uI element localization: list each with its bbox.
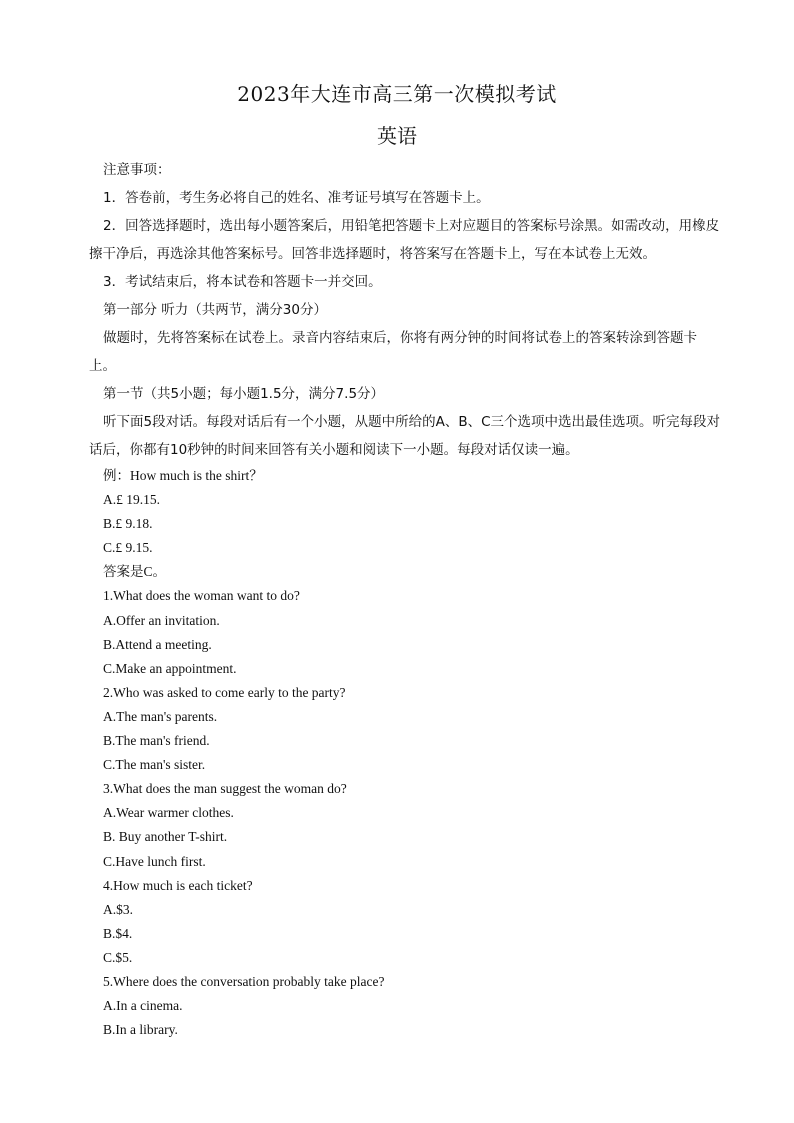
question-1-option-b: B.Attend a meeting. bbox=[103, 636, 212, 652]
question-2-option-c: C.The man's sister. bbox=[103, 757, 206, 773]
question-4: 4.How much is each ticket? bbox=[103, 877, 253, 893]
exam-title: 2023年大连市高三第一次模拟考试 bbox=[237, 82, 557, 106]
question-2-option-a: A.The man's parents. bbox=[103, 708, 218, 724]
question-5: 5.Where does the conversation probably take place? bbox=[103, 973, 385, 989]
question-4-option-c: C.$5. bbox=[103, 949, 133, 965]
notice-item-2: 2．回答选择题时，选出每小题答案后，用铅笔把答题卡上对应题目的答案标号涂黑。如需改动，用橡皮擦干净后，再选涂其他答案标号。回答非选择题时，将答案写在答题卡上，写在本试卷上无效。 bbox=[89, 218, 720, 262]
question-2: 2.Who was asked to come early to the party? bbox=[103, 684, 346, 700]
exam-body bbox=[89, 156, 721, 1042]
example-option-c: C.£ 9.15. bbox=[103, 540, 153, 556]
question-4-option-a: A.$3. bbox=[103, 901, 133, 917]
question-1-option-a: A.Offer an invitation. bbox=[103, 612, 220, 628]
notice-heading: 注意事项： bbox=[103, 162, 171, 178]
example-option-b: B.£ 9.18. bbox=[103, 516, 153, 532]
part1-instruction: 做题时，先将答案标在试卷上。录音内容结束后，你将有两分钟的时间将试卷上的答案转涂到答题卡上。 bbox=[89, 330, 697, 374]
question-3-option-b: B. Buy another T-shirt. bbox=[103, 829, 228, 845]
notice-item-1: 1．答卷前，考生务必将自己的姓名、准考证号填写在答题卡上。 bbox=[103, 190, 490, 206]
section1-instruction: 听下面5段对话。每段对话后有一个小题，从题中所给的A、B、C三个选项中选出最佳选项。听完每段对话后，你都有10秒钟的时间来回答有关小题和阅读下一小题。每段对话仅读一遍。 bbox=[89, 414, 721, 458]
question-5-option-a: A.In a cinema. bbox=[103, 998, 183, 1014]
question-2-option-b: B.The man's friend. bbox=[103, 733, 210, 749]
example-question: 例：How much is the shirt？ bbox=[103, 468, 263, 483]
question-3-option-c: C.Have lunch first. bbox=[103, 853, 206, 869]
question-4-option-b: B.$4. bbox=[103, 925, 133, 941]
question-3: 3.What does the man suggest the woman do? bbox=[103, 781, 347, 797]
question-3-option-a: A.Wear warmer clothes. bbox=[103, 805, 234, 821]
question-1: 1.What does the woman want to do? bbox=[103, 588, 300, 604]
notice-item-3: 3．考试结束后，将本试卷和答题卡一并交回。 bbox=[103, 274, 382, 290]
subject-title: 英语 bbox=[377, 124, 417, 148]
section1-heading: 第一节（共5小题；每小题1.5分，满分7.5分） bbox=[103, 386, 385, 402]
example-answer: 答案是C。 bbox=[103, 564, 167, 580]
question-5-option-b: B.In a library. bbox=[103, 1022, 178, 1038]
example-option-a: A.£ 19.15. bbox=[103, 492, 160, 508]
question-1-option-c: C.Make an appointment. bbox=[103, 660, 237, 676]
part1-heading: 第一部分 听力（共两节，满分30分） bbox=[103, 302, 327, 318]
